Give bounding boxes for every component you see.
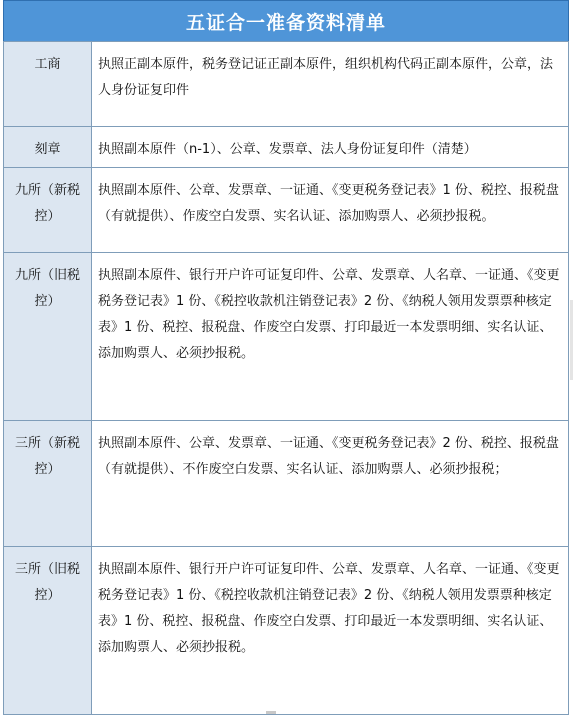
scroll-indicator[interactable] [266, 711, 276, 714]
category-cell: 三所（新税控） [4, 421, 92, 547]
table-row [4, 42, 569, 127]
category-cell: 工商 [4, 42, 92, 127]
category-cell: 九所（新税控） [4, 168, 92, 253]
title-bar [3, 0, 569, 41]
category-cell: 刻章 [4, 127, 92, 168]
requirement-cell: 执照副本原件、公章、发票章、一证通、《变更税务登记表》1 份、税控、报税盘（有就提供）、作废空白发票、实名认证、添加购票人、必须抄报税。 [92, 168, 569, 253]
category-cell: 九所（旧税控） [4, 253, 92, 421]
category-cell: 三所（旧税控） [4, 547, 92, 715]
table-row [4, 421, 569, 547]
table-row [4, 168, 569, 253]
table-row [4, 547, 569, 715]
requirement-cell: 执照副本原件（n-1）、公章、发票章、法人身份证复印件（清楚） [92, 127, 569, 168]
requirement-cell: 执照副本原件、银行开户许可证复印件、公章、发票章、人名章、一证通、《变更税务登记表》1 份、《税控收款机注销登记表》2 份、《纳税人领用发票票种核定表》1 份、税控、报税盘、作废空白发票、打印最近一本发票明细、实名认证、添加购票人、必须抄报税。 [92, 547, 569, 715]
requirement-cell: 执照正副本原件，税务登记证正副本原件，组织机构代码正副本原件，公章，法人身份证复印件 [92, 42, 569, 127]
checklist-table [3, 41, 569, 715]
table-row [4, 127, 569, 168]
requirement-cell: 执照副本原件、公章、发票章、一证通、《变更税务登记表》2 份、税控、报税盘（有就提供）、不作废空白发票、实名认证、添加购票人、必须抄报税； [92, 421, 569, 547]
page-title: 五证合一准备资料清单 [185, 11, 386, 34]
table-row [4, 253, 569, 421]
requirement-cell: 执照副本原件、银行开户许可证复印件、公章、发票章、人名章、一证通、《变更税务登记表》1 份、《税控收款机注销登记表》2 份、《纳税人领用发票票种核定表》1 份、税控、报税盘、作废空白发票、打印最近一本发票明细、实名认证、添加购票人、必须抄报税。 [92, 253, 569, 421]
